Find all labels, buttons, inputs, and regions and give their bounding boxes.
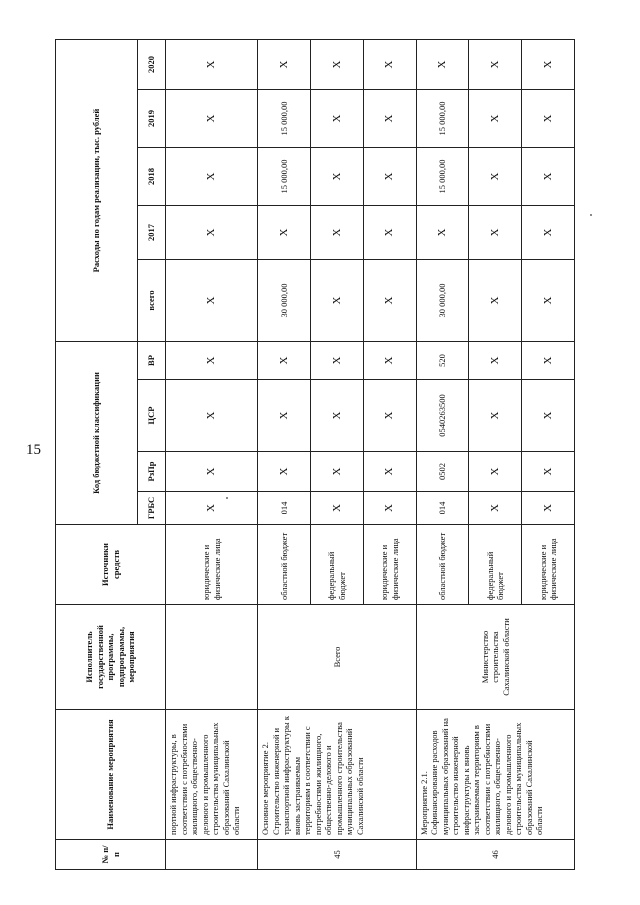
header-grbs: ГРБС [138,492,166,525]
table-body [166,40,575,870]
cell-rzpr: X [166,452,258,492]
cell-csr: X [363,380,416,452]
cell-rzpr: X [258,452,311,492]
cell-source: областной бюджет [258,525,311,605]
cell-vr: X [522,342,575,380]
cell-2017: X [416,206,469,260]
cell-source: федеральный бюджет [310,525,363,605]
cell-source: областной бюджет [416,525,469,605]
cell-source: юридические и физические лица [522,525,575,605]
cell-csr: X [166,380,258,452]
cell-2020: X [310,40,363,90]
cell-executor [166,605,258,710]
header-source: Источники средств [56,525,166,605]
cell-csr: 0540263500 [416,380,469,452]
cell-grbs: X [166,492,258,525]
cell-2017: X [310,206,363,260]
cell-csr: X [258,380,311,452]
header-2017: 2017 [138,206,166,260]
cell-total: 30 000,00 [416,260,469,342]
page-number: 15 [26,442,41,458]
cell-2018: X [310,148,363,206]
header-rzpr: РзПр [138,452,166,492]
cell-csr: X [522,380,575,452]
cell-grbs: X [363,492,416,525]
header-name: Наименование мероприятия [56,710,166,840]
cell-vr: X [166,342,258,380]
cell-name: портной инфраструктуры, в соответствии с потребностями жилищного, общественно-делового и промышленного строительства муниципальных образований Сахалинской области [166,710,258,840]
cell-total: X [469,260,522,342]
cell-name: Мероприятие 2.1. Софинансирование расходов муниципальных образований на строительство инженерной инфраструктуры к вновь застраиваемым территориям в соответствии с потребностями жилищного, общественно-делового и промышленного строительства муниципальных образований Сахалинской области [416,710,574,840]
scan-speck [590,214,592,216]
cell-num [166,840,258,870]
header-csr: ЦСР [138,380,166,452]
cell-total: 30 000,00 [258,260,311,342]
cell-source: федеральный бюджет [469,525,522,605]
cell-2018: X [522,148,575,206]
header-total: всего [138,260,166,342]
header-expenses: Расходы по годам реализации, тыс. рублей [56,40,138,342]
cell-csr: X [310,380,363,452]
cell-2018: X [363,148,416,206]
header-executor: Исполнитель государственной программы, подпрограммы, мероприятия [56,605,166,710]
cell-executor: Министерство строительства Сахалинской области [416,605,574,710]
cell-2018: 15 000,00 [416,148,469,206]
cell-grbs: 014 [258,492,311,525]
cell-2017: X [166,206,258,260]
cell-rzpr: X [522,452,575,492]
cell-grbs: X [522,492,575,525]
cell-source: юридические и физические лица [363,525,416,605]
cell-grbs: X [469,492,522,525]
cell-2019: X [363,90,416,148]
cell-grbs: 014 [416,492,469,525]
rotated-page [55,40,575,870]
cell-grbs: X [310,492,363,525]
table-row [416,40,469,870]
header-2020: 2020 [138,40,166,90]
cell-2019: 15 000,00 [258,90,311,148]
cell-vr: X [258,342,311,380]
cell-2018: X [469,148,522,206]
cell-total: X [363,260,416,342]
header-budget-code: Код бюджетной классификации [56,342,138,525]
cell-2020: X [469,40,522,90]
cell-2019: X [469,90,522,148]
table-header [56,40,166,870]
cell-rzpr: X [363,452,416,492]
cell-2018: X [166,148,258,206]
cell-2019: X [166,90,258,148]
header-2018: 2018 [138,148,166,206]
cell-total: X [166,260,258,342]
cell-rzpr: X [469,452,522,492]
cell-vr: 520 [416,342,469,380]
cell-total: X [310,260,363,342]
cell-rzpr: 0502 [416,452,469,492]
cell-2019: X [310,90,363,148]
table-row [258,40,311,870]
cell-vr: X [310,342,363,380]
expenses-table [55,39,575,870]
cell-name: Основное мероприятие 2. Строительство инженерной и транспортной инфраструктуры к вновь застраиваемым территориям в соответствии с потребностями жилищного, общественно-делового и промышленного строительства муниципальных образований Сахалинской области [258,710,416,840]
cell-total: X [522,260,575,342]
cell-vr: X [363,342,416,380]
cell-2019: X [522,90,575,148]
cell-csr: X [469,380,522,452]
cell-rzpr: X [310,452,363,492]
header-2019: 2019 [138,90,166,148]
cell-2019: 15 000,00 [416,90,469,148]
cell-2017: X [258,206,311,260]
cell-2017: X [522,206,575,260]
cell-2020: X [416,40,469,90]
cell-2017: X [363,206,416,260]
cell-num: 46 [416,840,574,870]
cell-2020: X [522,40,575,90]
table-row [166,40,258,870]
cell-source: юридические и физические лица [166,525,258,605]
cell-2020: X [258,40,311,90]
cell-2017: X [469,206,522,260]
cell-2020: X [166,40,258,90]
cell-vr: X [469,342,522,380]
header-num: № п/п [56,840,166,870]
cell-num: 45 [258,840,416,870]
header-vr: ВР [138,342,166,380]
cell-2020: X [363,40,416,90]
cell-executor: Всего [258,605,416,710]
cell-2018: 15 000,00 [258,148,311,206]
